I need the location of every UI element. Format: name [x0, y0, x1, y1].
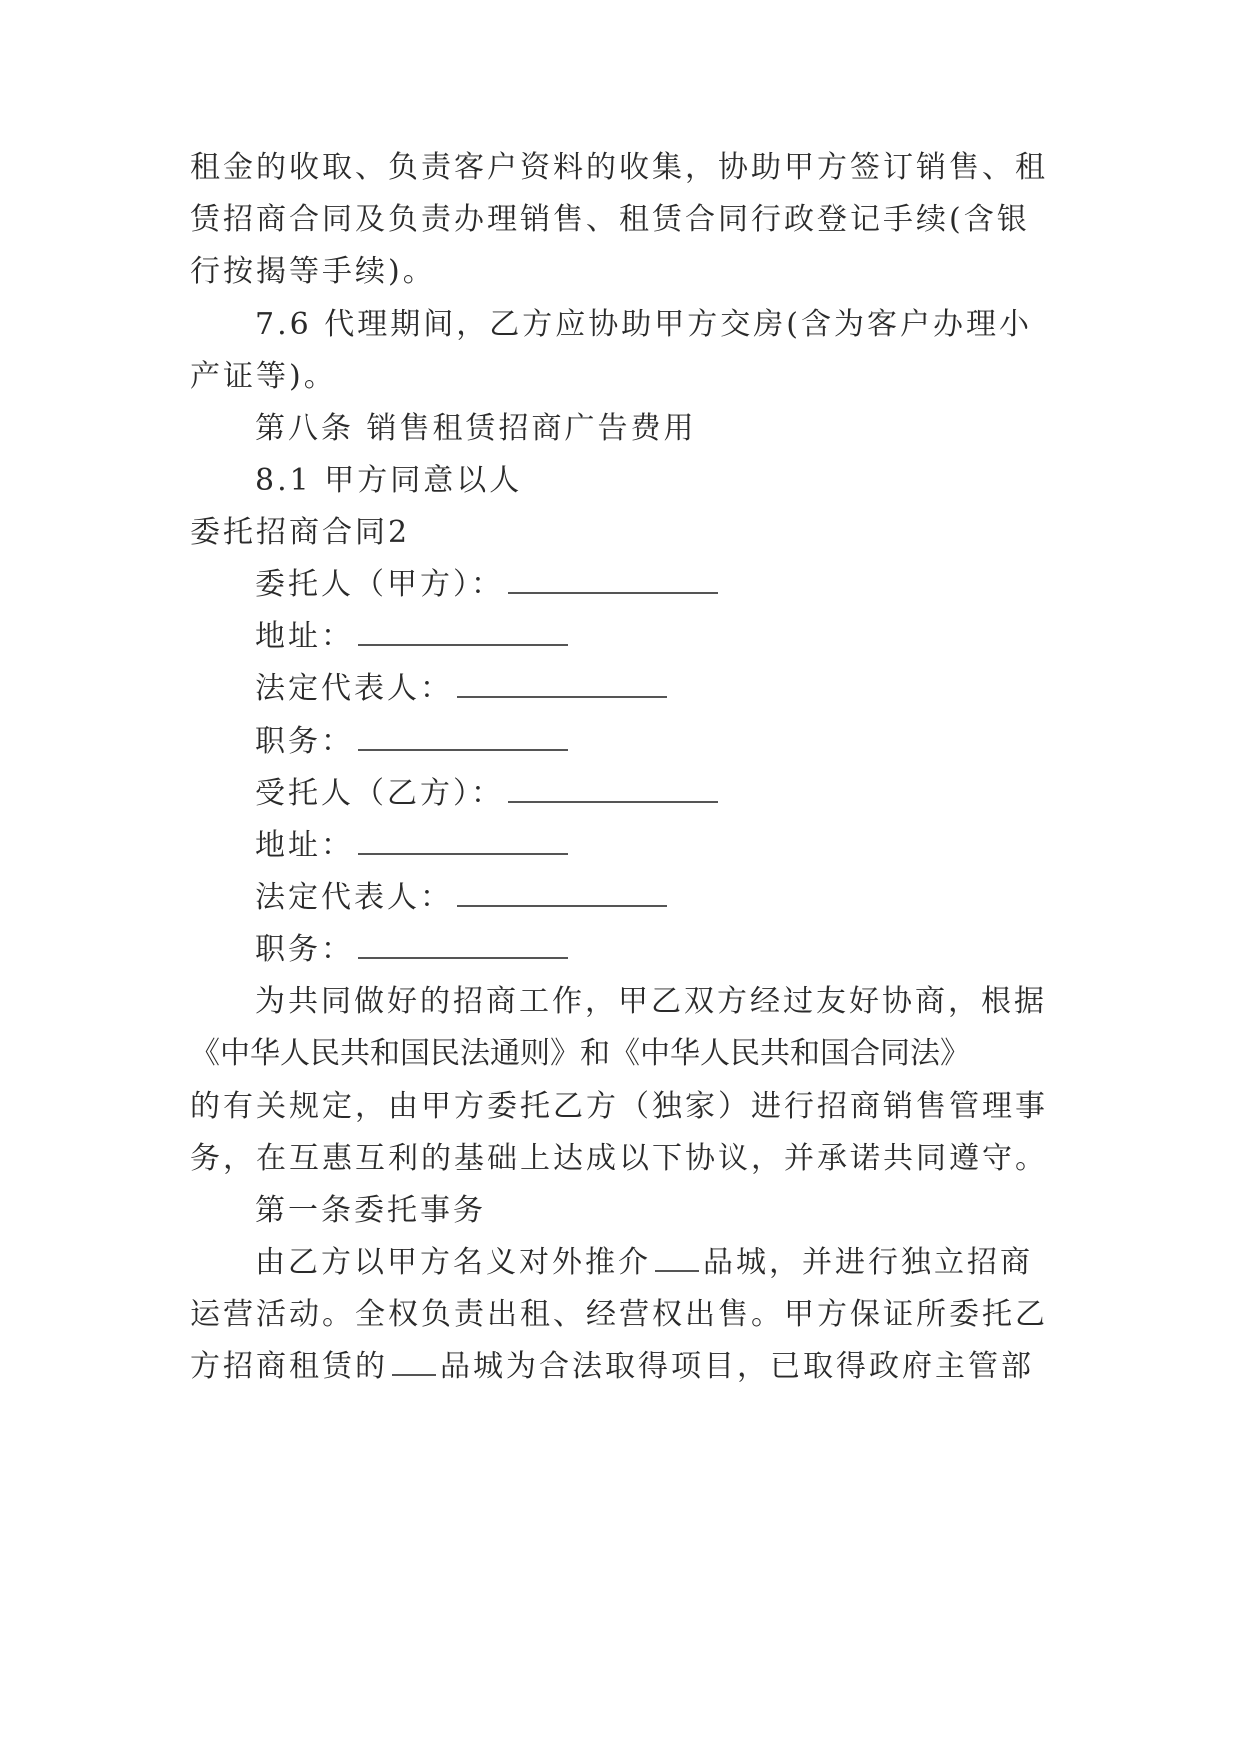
field-legal-rep [255, 878, 667, 918]
blank-line [358, 849, 568, 855]
text-line: 运营活动。全权负责出租、经营权出售。甲方保证所委托乙 [190, 1297, 1048, 1332]
field-agent [255, 774, 718, 814]
blank-line [358, 745, 568, 751]
text-line: 产证等)。 [190, 359, 337, 394]
field-label: 职务： [255, 932, 354, 967]
text-line: 为共同做好的招商工作，甲乙双方经过友好协商，根据 [255, 984, 1047, 1019]
section-heading: 第八条 销售租赁招商广告费用 [255, 411, 697, 446]
field-label: 委托人（甲方）： [255, 567, 504, 602]
blank-line [358, 953, 568, 959]
text-line [190, 1347, 1034, 1387]
field-address [255, 826, 568, 866]
text-line: 《中华人民共和国民法通则》和《中华人民共和国合同法》 [190, 1036, 970, 1071]
field-label: 法定代表人： [255, 671, 453, 706]
text-line: 租金的收取、负责客户资料的收集，协助甲方签订销售、租 [190, 150, 1048, 185]
blank-line [392, 1370, 436, 1376]
text-line: 务，在互惠互利的基础上达成以下协议，并承诺共同遵守。 [190, 1141, 1048, 1176]
text-fragment: 品城为合法取得项目，已取得政府主管部 [440, 1349, 1034, 1384]
section-heading: 第一条委托事务 [255, 1193, 486, 1228]
blank-line [457, 901, 667, 907]
text-line: 赁招商合同及负责办理销售、租赁合同行政登记手续(含银 [190, 202, 1030, 237]
field-position [255, 722, 568, 762]
field-principal [255, 565, 718, 605]
field-label: 法定代表人： [255, 880, 453, 915]
blank-line [358, 640, 568, 646]
blank-line [508, 588, 718, 594]
text-fragment: 品城，并进行独立招商 [703, 1245, 1033, 1280]
text-line: 8.1 甲方同意以人 [255, 463, 523, 498]
field-address [255, 617, 568, 657]
blank-line [457, 692, 667, 698]
blank-line [508, 797, 718, 803]
field-legal-rep [255, 669, 667, 709]
field-position [255, 930, 568, 970]
field-label: 地址： [255, 619, 354, 654]
document-title: 委托招商合同2 [190, 515, 411, 550]
field-label: 职务： [255, 724, 354, 759]
text-line [255, 1243, 1033, 1283]
text-line: 行按揭等手续)。 [190, 254, 436, 289]
text-line: 7.6 代理期间，乙方应协助甲方交房(含为客户办理小 [255, 307, 1032, 342]
text-fragment: 方招商租赁的 [190, 1349, 388, 1384]
field-label: 受托人（乙方）： [255, 776, 504, 811]
blank-line [655, 1266, 699, 1272]
text-fragment: 由乙方以甲方名义对外推介 [255, 1245, 651, 1280]
text-line: 的有关规定，由甲方委托乙方（独家）进行招商销售管理事 [190, 1089, 1048, 1124]
field-label: 地址： [255, 828, 354, 863]
